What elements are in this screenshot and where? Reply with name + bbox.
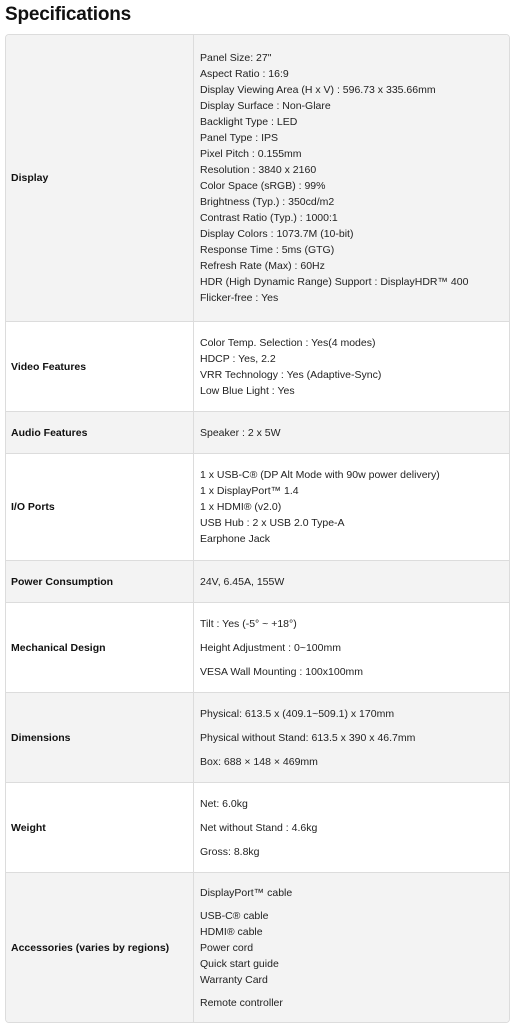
spec-value: Brightness (Typ.) : 350cd/m2 — [200, 196, 335, 208]
spec-values — [194, 35, 509, 321]
spec-value: Speaker : 2 x 5W — [200, 426, 281, 439]
spec-label: I/O Ports — [6, 454, 194, 560]
spec-value: Backlight Type : LED — [200, 116, 298, 128]
spec-values — [194, 783, 509, 872]
spec-value: Remote controller — [200, 996, 283, 1009]
spec-value: Aspect Ratio : 16:9 — [200, 68, 289, 80]
spec-label: Audio Features — [6, 412, 194, 453]
spec-row-mechanical-design — [6, 603, 509, 693]
spec-row-audio-features — [6, 412, 509, 454]
spec-label: Display — [6, 35, 194, 321]
spec-value: HDCP : Yes, 2.2 — [200, 352, 276, 365]
spec-value: HDMI® cable — [200, 925, 263, 938]
spec-value: USB Hub : 2 x USB 2.0 Type-A — [200, 517, 345, 529]
spec-row-io-ports — [6, 454, 509, 561]
spec-value: Response Time : 5ms (GTG) — [200, 244, 335, 256]
spec-values — [194, 412, 509, 453]
spec-values — [194, 603, 509, 692]
page-title: Specifications — [5, 4, 132, 25]
spec-values — [194, 693, 509, 782]
spec-value: 1 x DisplayPort™ 1.4 — [200, 485, 299, 497]
spec-value: Height Adjustment : 0~100mm — [200, 641, 341, 654]
spec-value: 1 x HDMI® (v2.0) — [200, 501, 282, 513]
spec-value: VESA Wall Mounting : 100x100mm — [200, 665, 364, 678]
spec-value: Display Surface : Non-Glare — [200, 100, 331, 112]
spec-label: Accessories (varies by regions) — [6, 873, 194, 1022]
spec-values — [194, 873, 509, 1022]
spec-value: 24V, 6.45A, 155W — [200, 575, 285, 588]
spec-value: Display Colors : 1073.7M (10-bit) — [200, 228, 354, 240]
spec-label: Mechanical Design — [6, 603, 194, 692]
spec-value: Gross: 8.8kg — [200, 845, 260, 858]
spec-value: Earphone Jack — [200, 533, 271, 545]
spec-row-power-consumption — [6, 561, 509, 603]
spec-value: Net: 6.0kg — [200, 797, 248, 810]
spec-value: Display Viewing Area (H x V) : 596.73 x 335.66mm — [200, 84, 436, 96]
spec-value: Physical: 613.5 x (409.1~509.1) x 170mm — [200, 707, 395, 720]
spec-value: VRR Technology : Yes (Adaptive-Sync) — [200, 368, 382, 381]
spec-value: Flicker-free : Yes — [200, 292, 279, 304]
spec-label: Video Features — [6, 322, 194, 411]
spec-value: Pixel Pitch : 0.155mm — [200, 148, 302, 160]
spec-value: 1 x USB-C® (DP Alt Mode with 90w power delivery) — [200, 469, 440, 481]
spec-row-accessories — [6, 873, 509, 1022]
spec-value: Net without Stand : 4.6kg — [200, 821, 318, 834]
spec-value: HDR (High Dynamic Range) Support : DisplayHDR™ 400 — [200, 276, 469, 288]
spec-value: Color Space (sRGB) : 99% — [200, 180, 326, 192]
spec-label: Power Consumption — [6, 561, 194, 602]
spec-value: Panel Type : IPS — [200, 132, 279, 144]
spec-value: Color Temp. Selection : Yes(4 modes) — [200, 336, 376, 349]
spec-value: USB-C® cable — [200, 909, 269, 922]
spec-row-weight — [6, 783, 509, 873]
spec-value: Box: 688 × 148 × 469mm — [200, 755, 318, 768]
spec-value: Panel Size: 27" — [200, 52, 272, 64]
spec-value: Resolution : 3840 x 2160 — [200, 164, 317, 176]
spec-row-display — [6, 35, 509, 322]
spec-value: Contrast Ratio (Typ.) : 1000:1 — [200, 212, 338, 224]
spec-value: Warranty Card — [200, 973, 268, 986]
spec-value: Tilt : Yes (-5° ~ +18°) — [200, 617, 297, 630]
spec-value: Power cord — [200, 941, 254, 954]
spec-value: Refresh Rate (Max) : 60Hz — [200, 260, 325, 272]
spec-row-video-features — [6, 322, 509, 412]
spec-value: Physical without Stand: 613.5 x 390 x 46.7mm — [200, 731, 416, 744]
spec-row-dimensions — [6, 693, 509, 783]
spec-values — [194, 561, 509, 602]
spec-value: Quick start guide — [200, 957, 279, 970]
spec-value: DisplayPort™ cable — [200, 886, 293, 899]
specifications-table — [5, 34, 510, 1023]
spec-label: Dimensions — [6, 693, 194, 782]
spec-values — [194, 322, 509, 411]
spec-label: Weight — [6, 783, 194, 872]
spec-value: Low Blue Light : Yes — [200, 384, 295, 397]
spec-values — [194, 454, 509, 560]
